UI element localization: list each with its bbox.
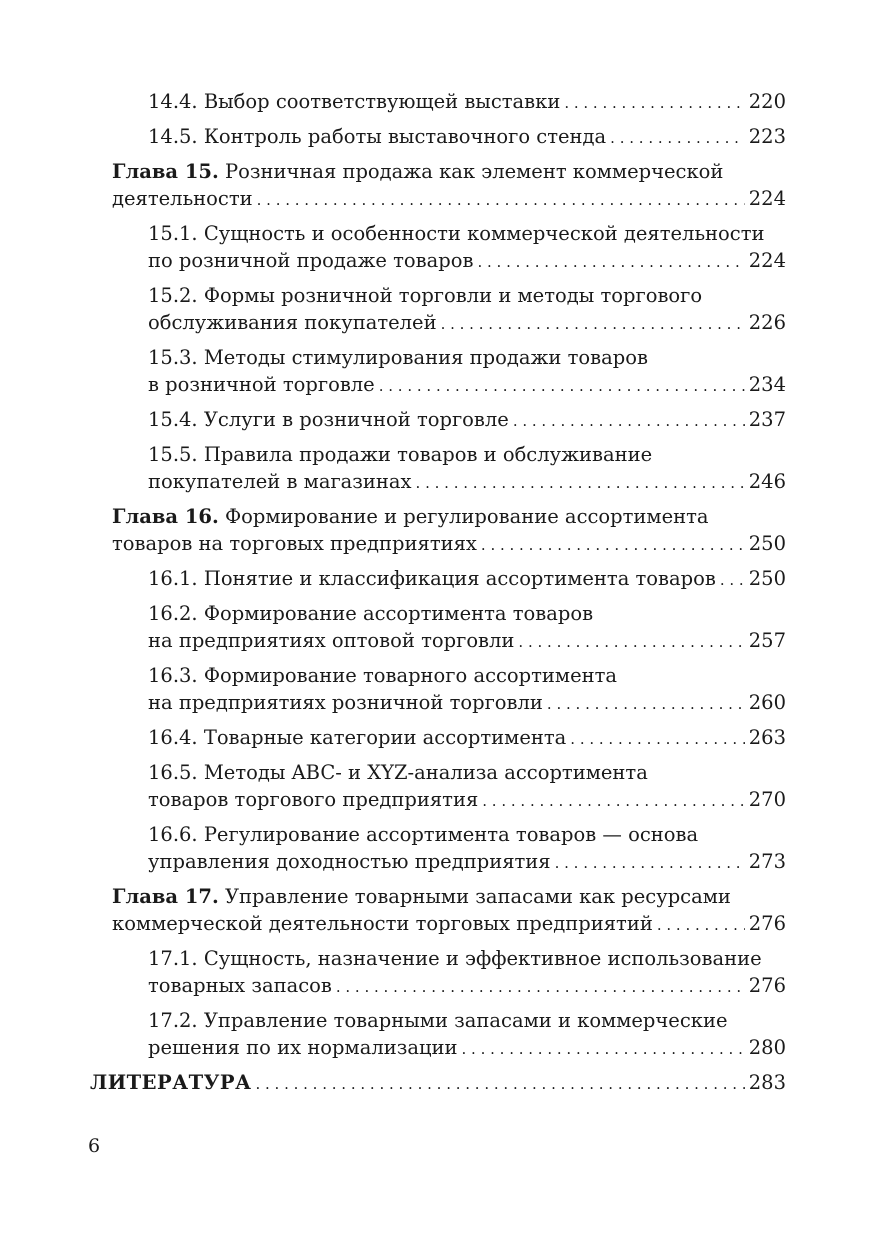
toc-entry-section — [90, 565, 786, 594]
toc-page-number: 273 — [748, 850, 786, 873]
toc-page-number: 246 — [748, 470, 786, 493]
toc-page-number: 270 — [748, 788, 786, 811]
toc-page-number: 283 — [748, 1071, 786, 1094]
toc-entry-section — [90, 441, 786, 497]
toc-entry-title-line: 17.1. Сущность, назначение и эффективное использование — [148, 947, 762, 970]
toc-entry-title: товаров на торговых предприятиях — [112, 532, 477, 555]
toc-page-number: 263 — [748, 726, 786, 749]
chapter-label: Глава 17. — [112, 885, 219, 908]
dot-leader — [564, 90, 744, 117]
table-of-contents — [90, 88, 786, 1104]
toc-entry-biblio — [90, 1069, 786, 1098]
dot-leader — [255, 1071, 744, 1098]
dot-leader — [481, 532, 745, 559]
dot-leader — [379, 373, 745, 400]
toc-entry-leader-line — [90, 1069, 786, 1098]
toc-entry-title: 16.1. Понятие и классификация ассортимента товаров — [148, 567, 716, 590]
toc-page-number: 250 — [748, 532, 786, 555]
toc-entry-heading — [112, 883, 786, 910]
toc-entry-title-line: 17.2. Управление товарными запасами и коммерческие — [148, 1009, 728, 1032]
toc-entry-leader-line — [112, 185, 786, 214]
toc-page-number: 250 — [748, 567, 786, 590]
toc-entry-leader-line — [148, 88, 786, 117]
dot-leader — [336, 974, 745, 1001]
toc-entry-title: товаров торгового предприятия — [148, 788, 479, 811]
toc-entry-title: управления доходностью предприятия — [148, 850, 551, 873]
dot-leader — [513, 408, 745, 435]
chapter-title-line: Управление товарными запасами как ресурсами — [224, 885, 731, 908]
toc-page-number: 257 — [748, 629, 786, 652]
dot-leader — [482, 788, 745, 815]
toc-entry-title: ЛИТЕРАТУРА — [90, 1071, 252, 1094]
toc-entry-leader-line — [112, 910, 786, 939]
dot-leader — [518, 629, 744, 656]
dot-leader — [610, 125, 745, 152]
toc-page-number: 220 — [748, 90, 786, 113]
toc-entry-section — [90, 724, 786, 753]
toc-entry-title: покупателей в магазинах — [148, 470, 412, 493]
toc-entry-title: 14.5. Контроль работы выставочного стенда — [148, 125, 607, 148]
dot-leader — [416, 470, 745, 497]
toc-entry-section — [90, 123, 786, 152]
toc-entry-section — [90, 88, 786, 117]
toc-entry-title: в розничной торговле — [148, 373, 375, 396]
chapter-title-line: Розничная продажа как элемент коммерческой — [224, 160, 724, 183]
toc-entry-section — [90, 282, 786, 338]
dot-leader — [257, 187, 745, 214]
toc-entry-title-line: 16.3. Формирование товарного ассортимента — [148, 664, 618, 687]
chapter-label: Глава 16. — [112, 505, 219, 528]
toc-entry-section — [90, 344, 786, 400]
toc-page-number: 224 — [748, 249, 786, 272]
toc-entry-title: обслуживания покупателей — [148, 311, 437, 334]
dot-leader — [555, 850, 745, 877]
toc-entry-heading — [112, 158, 786, 185]
dot-leader — [547, 691, 745, 718]
page-number: 6 — [88, 1135, 101, 1157]
dot-leader — [720, 567, 745, 594]
toc-entry-leader-line — [148, 468, 786, 497]
toc-entry-leader-line — [148, 724, 786, 753]
toc-entry-leader-line — [148, 565, 786, 594]
toc-entry-section — [90, 406, 786, 435]
toc-entry-section — [90, 220, 786, 276]
toc-entry-leader-line — [148, 972, 786, 1001]
toc-entry-chapter — [90, 883, 786, 939]
dot-leader — [570, 726, 744, 753]
chapter-label: Глава 15. — [112, 160, 219, 183]
toc-entry-section — [90, 759, 786, 815]
toc-page-number: 276 — [748, 974, 786, 997]
toc-entry-leader-line — [148, 309, 786, 338]
toc-entry-leader-line — [148, 689, 786, 718]
toc-entry-leader-line — [148, 371, 786, 400]
toc-entry-title: деятельности — [112, 187, 253, 210]
dot-leader — [462, 1036, 745, 1063]
toc-entry-leader-line — [148, 1034, 786, 1063]
toc-entry-chapter — [90, 503, 786, 559]
toc-entry-leader-line — [148, 627, 786, 656]
toc-entry-leader-line — [148, 848, 786, 877]
toc-entry-title: на предприятиях оптовой торговли — [148, 629, 515, 652]
toc-entry-title: коммерческой деятельности торговых предприятий — [112, 912, 653, 935]
toc-entry-leader-line — [148, 406, 786, 435]
toc-entry-leader-line — [112, 530, 786, 559]
toc-entry-title-line: 16.2. Формирование ассортимента товаров — [148, 602, 594, 625]
toc-entry-leader-line — [148, 247, 786, 276]
toc-entry-chapter — [90, 158, 786, 214]
toc-entry-title-line: 15.1. Сущность и особенности коммерческой деятельности — [148, 222, 765, 245]
toc-entry-title-line: 15.2. Формы розничной торговли и методы торгового — [148, 284, 703, 307]
toc-entry-section — [90, 600, 786, 656]
toc-entry-title: по розничной продаже товаров — [148, 249, 474, 272]
toc-entry-title-line: 15.5. Правила продажи товаров и обслуживание — [148, 443, 653, 466]
dot-leader — [441, 311, 745, 338]
toc-entry-section — [90, 945, 786, 1001]
dot-leader — [477, 249, 744, 276]
toc-page-number: 280 — [748, 1036, 786, 1059]
toc-page-number: 226 — [748, 311, 786, 334]
toc-page-number: 223 — [748, 125, 786, 148]
toc-entry-title: на предприятиях розничной торговли — [148, 691, 543, 714]
toc-entry-leader-line — [148, 786, 786, 815]
toc-page-number: 237 — [748, 408, 786, 431]
chapter-title-line: Формирование и регулирование ассортимента — [224, 505, 709, 528]
toc-entry-section — [90, 1007, 786, 1063]
toc-page-number: 260 — [748, 691, 786, 714]
toc-entry-title: 14.4. Выбор соответствующей выставки — [148, 90, 561, 113]
toc-page-number: 276 — [748, 912, 786, 935]
toc-entry-title-line: 16.5. Методы ABC- и XYZ-анализа ассортимента — [148, 761, 648, 784]
toc-page-number: 224 — [748, 187, 786, 210]
toc-entry-title: решения по их нормализации — [148, 1036, 458, 1059]
toc-entry-title-line: 15.3. Методы стимулирования продажи товаров — [148, 346, 648, 369]
toc-entry-title: 16.4. Товарные категории ассортимента — [148, 726, 567, 749]
toc-page-number: 234 — [748, 373, 786, 396]
toc-entry-title-line: 16.6. Регулирование ассортимента товаров — основа — [148, 823, 699, 846]
toc-entry-title: 15.4. Услуги в розничной торговле — [148, 408, 509, 431]
toc-entry-section — [90, 662, 786, 718]
toc-entry-leader-line — [148, 123, 786, 152]
toc-entry-title: товарных запасов — [148, 974, 332, 997]
dot-leader — [657, 912, 745, 939]
toc-entry-heading — [112, 503, 786, 530]
toc-entry-section — [90, 821, 786, 877]
